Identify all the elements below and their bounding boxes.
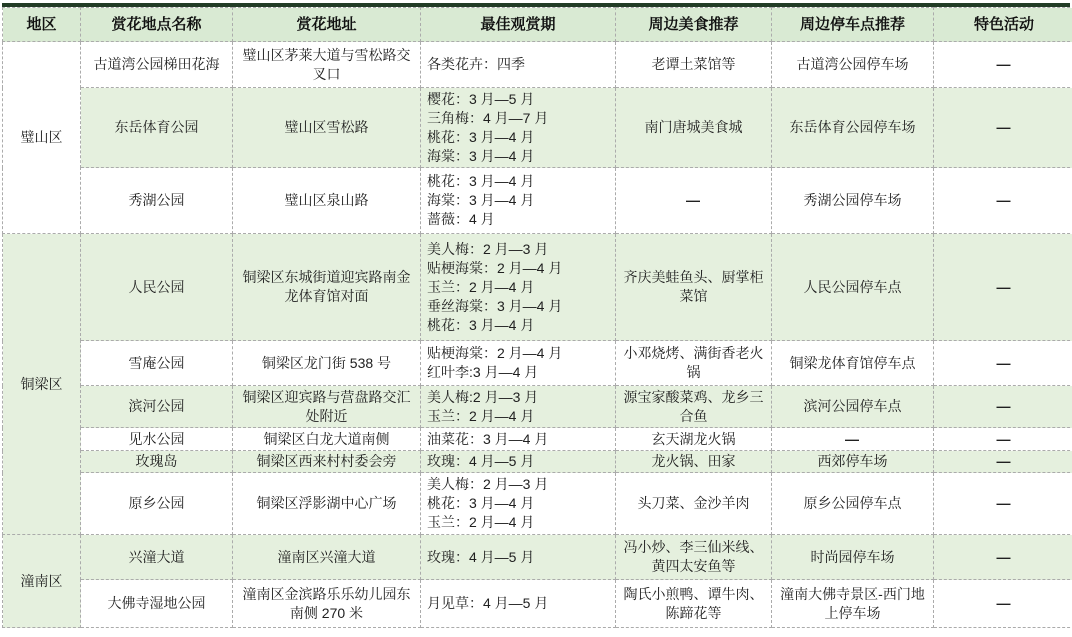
address-cell: 璧山区泉山路	[233, 168, 421, 234]
address-cell: 璧山区茅莱大道与雪松路交叉口	[233, 42, 421, 88]
table-row	[3, 341, 1072, 386]
period-cell	[421, 168, 616, 234]
activity-cell: —	[934, 386, 1072, 428]
column-header: 特色活动	[934, 8, 1072, 42]
period-cell	[421, 473, 616, 535]
period-line: 樱花：3 月—5 月	[427, 90, 612, 109]
activity-cell: —	[934, 341, 1072, 386]
column-header: 赏花地点名称	[81, 8, 233, 42]
period-line: 玫瑰：4 月—5 月	[427, 548, 612, 567]
site-name-cell: 兴潼大道	[81, 535, 233, 580]
food-cell: 齐庆美蛙鱼头、厨掌柜菜馆	[616, 234, 772, 341]
address-cell: 铜梁区东城街道迎宾路南金龙体育馆对面	[233, 234, 421, 341]
address-cell: 铜梁区西来村村委会旁	[233, 451, 421, 473]
food-cell: 陶氏小煎鸭、谭牛肉、陈蹄花等	[616, 580, 772, 628]
activity-cell: —	[934, 451, 1072, 473]
period-line: 桃花：3 月—4 月	[427, 494, 612, 513]
food-cell: 冯小炒、李三仙米线、黄四太安鱼等	[616, 535, 772, 580]
header-row	[3, 8, 1072, 42]
column-header: 地区	[3, 8, 81, 42]
period-line: 桃花：3 月—4 月	[427, 172, 612, 191]
site-name-cell: 雪庵公园	[81, 341, 233, 386]
parking-cell: 东岳体育公园停车场	[772, 88, 934, 168]
site-name-cell: 人民公园	[81, 234, 233, 341]
period-cell	[421, 428, 616, 451]
table-row	[3, 42, 1072, 88]
table-row	[3, 473, 1072, 535]
period-cell	[421, 88, 616, 168]
food-cell: 龙火锅、田家	[616, 451, 772, 473]
period-line: 蔷薇：4 月	[427, 210, 612, 229]
period-line: 海棠：3 月—4 月	[427, 191, 612, 210]
food-cell: 源宝家酸菜鸡、龙乡三合鱼	[616, 386, 772, 428]
table-row	[3, 580, 1072, 628]
site-name-cell: 秀湖公园	[81, 168, 233, 234]
address-cell: 潼南区金滨路乐乐幼儿园东南侧 270 米	[233, 580, 421, 628]
food-cell: 头刀菜、金沙羊肉	[616, 473, 772, 535]
site-name-cell: 玫瑰岛	[81, 451, 233, 473]
period-cell	[421, 580, 616, 628]
period-line: 垂丝海棠：3 月—4 月	[427, 297, 612, 316]
address-cell: 铜梁区白龙大道南侧	[233, 428, 421, 451]
address-cell: 璧山区雪松路	[233, 88, 421, 168]
parking-cell: 秀湖公园停车场	[772, 168, 934, 234]
activity-cell: —	[934, 580, 1072, 628]
period-line: 桃花：3 月—4 月	[427, 128, 612, 147]
period-line: 桃花：3 月—4 月	[427, 316, 612, 335]
period-line: 油菜花：3 月—4 月	[427, 430, 612, 449]
table-row	[3, 451, 1072, 473]
parking-cell: 西郊停车场	[772, 451, 934, 473]
region-cell: 璧山区	[3, 42, 81, 234]
column-header: 最佳观赏期	[421, 8, 616, 42]
address-cell: 铜梁区浮影湖中心广场	[233, 473, 421, 535]
period-line: 玉兰：2 月—4 月	[427, 513, 612, 532]
site-name-cell: 滨河公园	[81, 386, 233, 428]
site-name-cell: 原乡公园	[81, 473, 233, 535]
food-cell: 南门唐城美食城	[616, 88, 772, 168]
parking-cell: 滨河公园停车点	[772, 386, 934, 428]
period-line: 各类花卉：四季	[427, 55, 612, 74]
parking-cell: 古道湾公园停车场	[772, 42, 934, 88]
food-cell: 老谭土菜馆等	[616, 42, 772, 88]
site-name-cell: 见水公园	[81, 428, 233, 451]
parking-cell: 潼南大佛寺景区-西门地上停车场	[772, 580, 934, 628]
table-row	[3, 234, 1072, 341]
period-line: 三角梅：4 月—7 月	[427, 109, 612, 128]
table-row	[3, 88, 1072, 168]
parking-cell: 原乡公园停车点	[772, 473, 934, 535]
table-row	[3, 428, 1072, 451]
period-line: 红叶李:3 月—4 月	[427, 363, 612, 382]
period-cell	[421, 234, 616, 341]
site-name-cell: 古道湾公园梯田花海	[81, 42, 233, 88]
parking-cell: 铜梁龙体育馆停车点	[772, 341, 934, 386]
activity-cell: —	[934, 168, 1072, 234]
table-row	[3, 168, 1072, 234]
period-line: 海棠：3 月—4 月	[427, 147, 612, 166]
column-header: 周边停车点推荐	[772, 8, 934, 42]
region-cell: 铜梁区	[3, 234, 81, 535]
food-cell: 小邓烧烤、满街香老火锅	[616, 341, 772, 386]
period-cell	[421, 341, 616, 386]
activity-cell: —	[934, 428, 1072, 451]
site-name-cell: 大佛寺湿地公园	[81, 580, 233, 628]
address-cell: 潼南区兴潼大道	[233, 535, 421, 580]
period-line: 美人梅：2 月—3 月	[427, 475, 612, 494]
parking-cell: —	[772, 428, 934, 451]
activity-cell: —	[934, 473, 1072, 535]
period-cell	[421, 42, 616, 88]
region-cell: 潼南区	[3, 535, 81, 628]
column-header: 周边美食推荐	[616, 8, 772, 42]
period-line: 美人梅:2 月—3 月	[427, 388, 612, 407]
flower-viewing-table	[2, 7, 1072, 628]
food-cell: —	[616, 168, 772, 234]
table-row	[3, 386, 1072, 428]
parking-cell: 人民公园停车点	[772, 234, 934, 341]
table-row	[3, 535, 1072, 580]
period-line: 贴梗海棠：2 月—4 月	[427, 344, 612, 363]
activity-cell: —	[934, 42, 1072, 88]
site-name-cell: 东岳体育公园	[81, 88, 233, 168]
activity-cell: —	[934, 234, 1072, 341]
period-line: 美人梅：2 月—3 月	[427, 240, 612, 259]
address-cell: 铜梁区龙门街 538 号	[233, 341, 421, 386]
activity-cell: —	[934, 88, 1072, 168]
period-line: 玉兰：2 月—4 月	[427, 278, 612, 297]
column-header: 赏花地址	[233, 8, 421, 42]
activity-cell: —	[934, 535, 1072, 580]
period-cell	[421, 451, 616, 473]
period-line: 贴梗海棠：2 月—4 月	[427, 259, 612, 278]
food-cell: 玄天湖龙火锅	[616, 428, 772, 451]
period-line: 玫瑰：4 月—5 月	[427, 452, 612, 471]
period-line: 玉兰：2 月—4 月	[427, 407, 612, 426]
address-cell: 铜梁区迎宾路与营盘路交汇处附近	[233, 386, 421, 428]
period-cell	[421, 386, 616, 428]
period-line: 月见草：4 月—5 月	[427, 594, 612, 613]
parking-cell: 时尚园停车场	[772, 535, 934, 580]
period-cell	[421, 535, 616, 580]
